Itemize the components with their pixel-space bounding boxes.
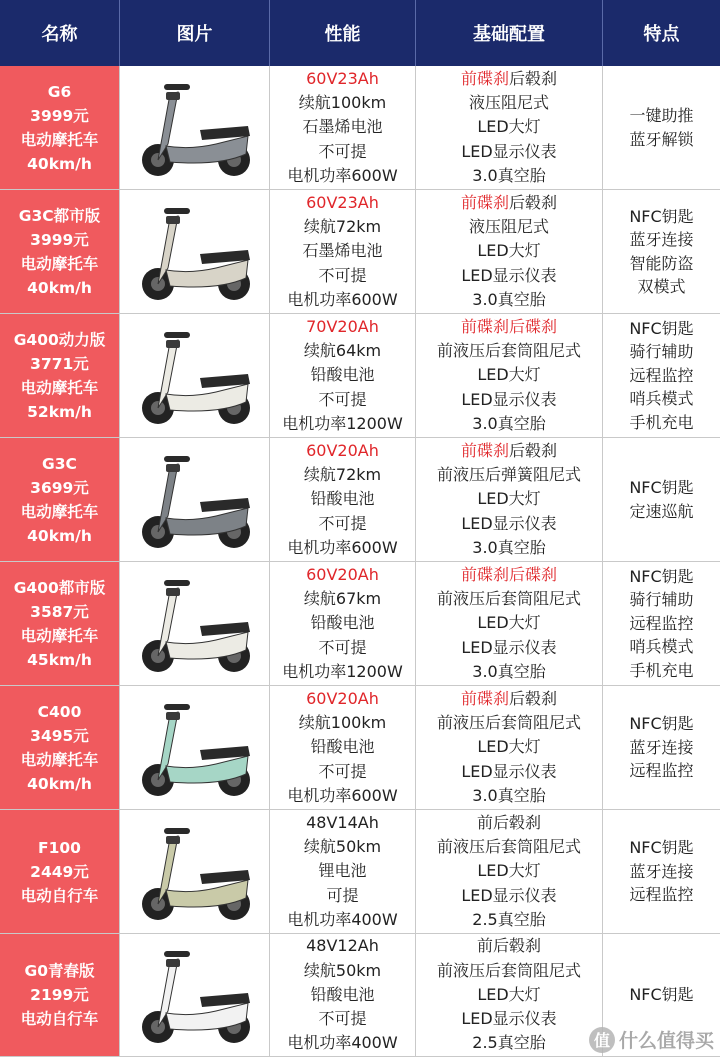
performance-line: 48V12Ah bbox=[306, 936, 379, 956]
config-line bbox=[461, 760, 556, 784]
config-cell bbox=[416, 562, 603, 686]
performance-line: 续航72km bbox=[303, 465, 382, 485]
feature-item: NFC钥匙 bbox=[629, 478, 694, 497]
feature-item: 哨兵模式 bbox=[629, 389, 694, 409]
config-line bbox=[477, 859, 540, 883]
model-price: 3699元 bbox=[30, 478, 89, 497]
config-segment: LED大灯 bbox=[477, 241, 541, 261]
performance-line: 60V23Ah bbox=[306, 68, 379, 88]
config-segment: LED大灯 bbox=[477, 613, 541, 633]
performance-line: 铅酸电池 bbox=[310, 737, 375, 757]
config-line bbox=[461, 563, 557, 587]
config-segment: 前碟刹后碟刹 bbox=[460, 316, 557, 336]
watermark bbox=[589, 1026, 714, 1053]
model-detail: 电动摩托车 bbox=[20, 378, 99, 397]
model-name-cell bbox=[0, 66, 120, 190]
config-segment: LED显示仪表 bbox=[461, 637, 557, 657]
feature-item: 蓝牙连接 bbox=[629, 737, 694, 757]
performance-line: 续航100km bbox=[298, 713, 387, 733]
header-image: 图片 bbox=[120, 0, 270, 66]
features-cell bbox=[603, 66, 720, 190]
scooter-image bbox=[130, 198, 260, 306]
feature-item: 手机充电 bbox=[629, 412, 694, 432]
config-line bbox=[461, 191, 557, 215]
model-price: 2199元 bbox=[30, 986, 89, 1004]
image-cell bbox=[120, 810, 270, 934]
config-segment: LED显示仪表 bbox=[461, 265, 557, 285]
performance-cell bbox=[270, 810, 416, 934]
model-price: 3999元 bbox=[30, 230, 89, 249]
model-name-cell bbox=[0, 438, 120, 562]
performance-line: 铅酸电池 bbox=[310, 984, 375, 1004]
model-name-cell bbox=[0, 562, 120, 686]
image-cell bbox=[120, 190, 270, 314]
feature-item: 定速巡航 bbox=[629, 501, 694, 521]
config-line bbox=[461, 67, 557, 91]
performance-line: 不可提 bbox=[318, 761, 367, 781]
config-segment: LED大灯 bbox=[477, 489, 541, 509]
config-segment: 液压阻尼式 bbox=[468, 93, 549, 113]
model-detail: 电动摩托车 bbox=[20, 626, 99, 645]
config-line bbox=[461, 140, 556, 164]
config-cell bbox=[416, 314, 603, 438]
scooter-image bbox=[130, 74, 260, 182]
config-line bbox=[477, 363, 540, 387]
performance-line: 不可提 bbox=[318, 637, 367, 657]
config-segment: 2.5真空胎 bbox=[472, 1033, 546, 1053]
performance-cell bbox=[270, 686, 416, 810]
performance-line: 可提 bbox=[326, 885, 359, 905]
config-segment: 后毂刹 bbox=[509, 440, 558, 460]
config-segment: LED显示仪表 bbox=[461, 141, 557, 161]
features-cell bbox=[603, 810, 720, 934]
config-line bbox=[437, 339, 581, 363]
config-segment: LED显示仪表 bbox=[461, 1009, 557, 1029]
performance-line: 电机功率1200W bbox=[282, 413, 403, 433]
scooter-image bbox=[130, 694, 260, 802]
performance-line: 不可提 bbox=[318, 389, 367, 409]
model-detail: 电动摩托车 bbox=[20, 254, 99, 273]
feature-item: 远程监控 bbox=[629, 365, 694, 385]
config-segment: 后毂刹 bbox=[509, 68, 558, 88]
config-line bbox=[461, 439, 557, 463]
config-line bbox=[461, 687, 557, 711]
config-line bbox=[477, 735, 540, 759]
feature-item: 蓝牙连接 bbox=[629, 230, 694, 249]
performance-line: 电机功率600W bbox=[287, 289, 398, 309]
config-segment: 前碟刹后碟刹 bbox=[460, 564, 557, 584]
model-name: G6 bbox=[47, 82, 72, 101]
performance-line: 续航50km bbox=[303, 837, 382, 857]
performance-line: 铅酸电池 bbox=[310, 613, 375, 633]
performance-line: 不可提 bbox=[318, 141, 367, 161]
header-features: 特点 bbox=[603, 0, 720, 66]
table-row bbox=[0, 686, 720, 810]
config-line bbox=[437, 711, 581, 735]
table-row bbox=[0, 562, 720, 686]
model-name: G400动力版 bbox=[13, 330, 106, 349]
config-line bbox=[477, 487, 540, 511]
config-line bbox=[472, 412, 545, 436]
performance-line: 续航67km bbox=[303, 589, 382, 609]
performance-line: 不可提 bbox=[318, 1009, 367, 1029]
config-line bbox=[472, 164, 545, 188]
table-row bbox=[0, 190, 720, 314]
performance-line: 电机功率600W bbox=[287, 785, 398, 805]
performance-cell bbox=[270, 190, 416, 314]
feature-item: 骑行辅助 bbox=[629, 590, 694, 610]
model-detail: 电动自行车 bbox=[20, 1010, 99, 1028]
config-segment: LED显示仪表 bbox=[461, 389, 557, 409]
table-row bbox=[0, 438, 720, 562]
feature-item: 蓝牙连接 bbox=[629, 861, 694, 881]
feature-item: NFC钥匙 bbox=[629, 714, 694, 734]
feature-item: NFC钥匙 bbox=[629, 985, 694, 1005]
config-line bbox=[461, 315, 557, 339]
config-segment: 前液压后套筒阻尼式 bbox=[436, 960, 581, 980]
config-segment: 3.0真空胎 bbox=[472, 165, 546, 185]
model-name: G3C都市版 bbox=[18, 206, 101, 225]
config-line bbox=[469, 91, 549, 115]
performance-line: 60V20Ah bbox=[306, 440, 379, 460]
features-cell bbox=[603, 314, 720, 438]
header-name: 名称 bbox=[0, 0, 120, 66]
config-segment: 3.0真空胎 bbox=[472, 785, 546, 805]
image-cell bbox=[120, 934, 270, 1057]
feature-item: 骑行辅助 bbox=[629, 342, 694, 362]
model-price: 3495元 bbox=[30, 726, 89, 745]
feature-item: NFC钥匙 bbox=[629, 318, 694, 338]
feature-item: 双模式 bbox=[637, 277, 686, 296]
performance-line: 不可提 bbox=[318, 513, 367, 533]
feature-item: 远程监控 bbox=[629, 761, 694, 781]
feature-item: NFC钥匙 bbox=[629, 206, 694, 226]
model-detail: 40km/h bbox=[27, 278, 92, 297]
performance-line: 续航72km bbox=[303, 217, 382, 237]
feature-item: 哨兵模式 bbox=[629, 637, 694, 657]
config-segment: 3.0真空胎 bbox=[472, 413, 546, 433]
config-segment: 2.5真空胎 bbox=[472, 909, 546, 929]
image-cell bbox=[120, 66, 270, 190]
features-cell bbox=[603, 562, 720, 686]
model-price: 3771元 bbox=[30, 354, 89, 373]
scooter-image bbox=[130, 570, 260, 678]
performance-line: 锂电池 bbox=[318, 861, 367, 881]
config-line bbox=[477, 983, 540, 1007]
config-cell bbox=[416, 934, 603, 1057]
config-cell bbox=[416, 190, 603, 314]
header-performance: 性能 bbox=[270, 0, 416, 66]
model-detail: 40km/h bbox=[27, 154, 92, 173]
scooter-image bbox=[130, 941, 260, 1049]
feature-item: 一键助推 bbox=[629, 106, 694, 125]
scooter-image bbox=[130, 818, 260, 926]
model-name-cell bbox=[0, 810, 120, 934]
config-segment: 前液压后弹簧阻尼式 bbox=[436, 465, 581, 485]
config-line bbox=[477, 239, 540, 263]
feature-item: NFC钥匙 bbox=[629, 566, 694, 586]
config-cell bbox=[416, 66, 603, 190]
performance-line: 铅酸电池 bbox=[310, 489, 375, 509]
model-detail: 45km/h bbox=[27, 650, 92, 669]
feature-item: 手机充电 bbox=[629, 660, 694, 680]
config-segment: LED大灯 bbox=[477, 117, 541, 137]
config-line bbox=[477, 811, 541, 835]
config-line bbox=[461, 512, 556, 536]
feature-item: 远程监控 bbox=[629, 613, 694, 633]
performance-cell bbox=[270, 934, 416, 1057]
config-line bbox=[437, 835, 581, 859]
performance-line: 不可提 bbox=[318, 265, 367, 285]
performance-line: 铅酸电池 bbox=[310, 365, 375, 385]
config-segment: 前后毂刹 bbox=[476, 812, 541, 832]
image-cell bbox=[120, 438, 270, 562]
config-segment: 前碟刹 bbox=[460, 68, 509, 88]
config-segment: 后毂刹 bbox=[509, 688, 558, 708]
config-cell bbox=[416, 810, 603, 934]
features-cell bbox=[603, 438, 720, 562]
config-segment: 3.0真空胎 bbox=[472, 289, 546, 309]
model-detail: 电动自行车 bbox=[20, 886, 99, 905]
performance-line: 70V20Ah bbox=[306, 316, 379, 336]
config-segment: 前碟刹 bbox=[460, 192, 509, 212]
performance-line: 60V20Ah bbox=[306, 688, 379, 708]
config-segment: 前液压后套筒阻尼式 bbox=[436, 713, 581, 733]
config-line bbox=[472, 288, 545, 312]
config-line bbox=[477, 934, 541, 958]
model-name: F100 bbox=[38, 838, 81, 857]
model-name: G3C bbox=[42, 454, 77, 473]
performance-line: 续航100km bbox=[298, 93, 387, 113]
model-detail: 40km/h bbox=[27, 774, 92, 793]
feature-item: 智能防盗 bbox=[629, 253, 694, 273]
config-segment: LED显示仪表 bbox=[461, 761, 557, 781]
performance-line: 电机功率600W bbox=[287, 165, 398, 185]
model-name-cell bbox=[0, 314, 120, 438]
feature-item: 蓝牙解锁 bbox=[629, 129, 694, 149]
config-line bbox=[437, 587, 581, 611]
model-name: C400 bbox=[37, 702, 82, 721]
model-name-cell bbox=[0, 190, 120, 314]
config-segment: LED大灯 bbox=[477, 365, 541, 385]
config-line bbox=[461, 1007, 556, 1031]
performance-cell bbox=[270, 66, 416, 190]
config-line bbox=[472, 908, 545, 932]
config-line bbox=[461, 884, 556, 908]
watermark-logo-icon: 值 bbox=[589, 1027, 615, 1053]
performance-line: 石墨烯电池 bbox=[302, 117, 383, 137]
model-price: 3999元 bbox=[30, 106, 89, 125]
table-row bbox=[0, 314, 720, 438]
config-cell bbox=[416, 438, 603, 562]
header-config: 基础配置 bbox=[416, 0, 603, 66]
performance-cell bbox=[270, 314, 416, 438]
table-row bbox=[0, 810, 720, 934]
config-line bbox=[472, 784, 545, 808]
watermark-text: 什么值得买 bbox=[618, 1030, 714, 1052]
config-segment: 后毂刹 bbox=[509, 192, 558, 212]
config-line bbox=[472, 1031, 545, 1055]
performance-cell bbox=[270, 562, 416, 686]
performance-line: 电机功率400W bbox=[287, 909, 398, 929]
config-line bbox=[477, 611, 540, 635]
performance-line: 60V20Ah bbox=[306, 564, 379, 584]
image-cell bbox=[120, 314, 270, 438]
config-line bbox=[437, 959, 581, 983]
config-line bbox=[472, 660, 545, 684]
config-segment: LED大灯 bbox=[477, 737, 541, 757]
config-line bbox=[461, 388, 556, 412]
performance-line: 电机功率600W bbox=[287, 537, 398, 557]
config-line bbox=[461, 264, 556, 288]
model-detail: 40km/h bbox=[27, 526, 92, 545]
config-segment: 前碟刹 bbox=[460, 440, 509, 460]
performance-line: 电机功率400W bbox=[287, 1033, 398, 1053]
config-line bbox=[437, 463, 581, 487]
config-segment: 前液压后套筒阻尼式 bbox=[436, 341, 581, 361]
features-cell bbox=[603, 190, 720, 314]
config-line bbox=[477, 115, 540, 139]
model-detail: 电动摩托车 bbox=[20, 130, 99, 149]
model-detail: 电动摩托车 bbox=[20, 502, 99, 521]
feature-item: 远程监控 bbox=[629, 885, 694, 905]
performance-line: 续航50km bbox=[303, 960, 382, 980]
image-cell bbox=[120, 562, 270, 686]
config-line bbox=[469, 215, 549, 239]
feature-item: NFC钥匙 bbox=[629, 838, 694, 858]
model-name-cell bbox=[0, 934, 120, 1057]
scooter-image bbox=[130, 446, 260, 554]
performance-line: 电机功率1200W bbox=[282, 661, 403, 681]
performance-line: 石墨烯电池 bbox=[302, 241, 383, 261]
performance-cell bbox=[270, 438, 416, 562]
config-segment: 3.0真空胎 bbox=[472, 661, 546, 681]
config-line bbox=[472, 536, 545, 560]
model-name: G0青春版 bbox=[24, 962, 95, 980]
image-cell bbox=[120, 686, 270, 810]
config-segment: LED显示仪表 bbox=[461, 885, 557, 905]
config-segment: 前液压后套筒阻尼式 bbox=[436, 589, 581, 609]
model-detail: 电动摩托车 bbox=[20, 750, 99, 769]
config-segment: 3.0真空胎 bbox=[472, 537, 546, 557]
config-segment: LED显示仪表 bbox=[461, 513, 557, 533]
config-segment: 前液压后套筒阻尼式 bbox=[436, 837, 581, 857]
features-cell bbox=[603, 686, 720, 810]
performance-line: 48V14Ah bbox=[306, 812, 379, 832]
model-price: 2449元 bbox=[30, 862, 89, 881]
config-segment: LED大灯 bbox=[477, 984, 541, 1004]
table-header bbox=[0, 0, 720, 66]
config-segment: 前碟刹 bbox=[460, 688, 509, 708]
config-segment: 前后毂刹 bbox=[476, 936, 541, 956]
table-row bbox=[0, 66, 720, 190]
config-line bbox=[461, 636, 556, 660]
performance-line: 续航64km bbox=[303, 341, 382, 361]
scooter-image bbox=[130, 322, 260, 430]
model-name: G400都市版 bbox=[13, 578, 106, 597]
config-segment: LED大灯 bbox=[477, 861, 541, 881]
model-price: 3587元 bbox=[30, 602, 89, 621]
model-detail: 52km/h bbox=[27, 402, 92, 421]
config-segment: 液压阻尼式 bbox=[468, 217, 549, 237]
config-cell bbox=[416, 686, 603, 810]
model-name-cell bbox=[0, 686, 120, 810]
performance-line: 60V23Ah bbox=[306, 192, 379, 212]
